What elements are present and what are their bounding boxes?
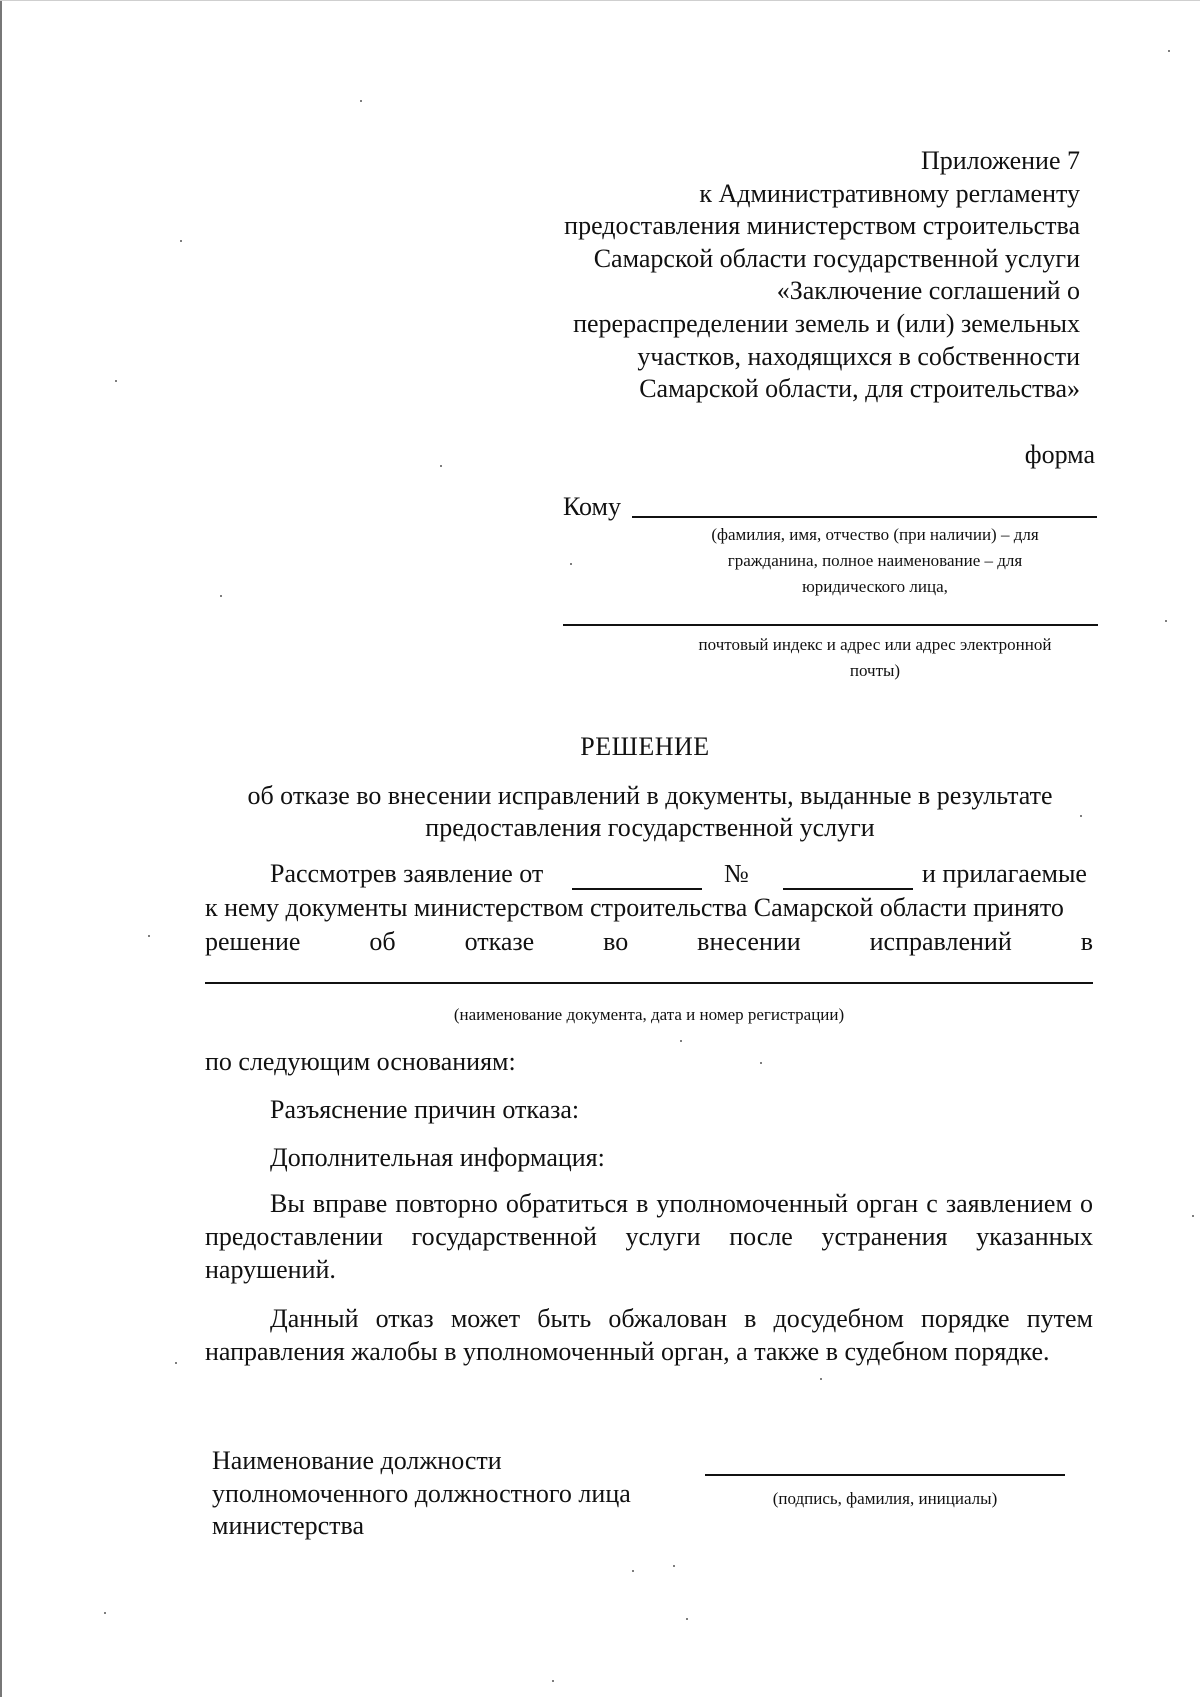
scan-speck — [440, 465, 442, 467]
annex-line: Приложение 7 — [920, 146, 1080, 175]
scan-edge-left — [0, 0, 2, 1697]
signature-line[interactable] — [705, 1474, 1065, 1476]
scan-speck — [220, 595, 222, 597]
scan-speck — [680, 1040, 682, 1042]
signature-caption: (подпись, фамилия, инициалы) — [772, 1489, 998, 1508]
form-label: форма — [1024, 440, 1095, 469]
document-title: РЕШЕНИЕ — [580, 732, 710, 761]
scan-speck — [1192, 1215, 1194, 1217]
scan-speck — [632, 1570, 634, 1572]
scan-speck — [104, 1612, 106, 1614]
scan-speck — [1168, 50, 1170, 52]
body-line-3 — [205, 927, 1093, 957]
addressee-caption: (фамилия, имя, отчество (при наличии) – для гражданина, полное наименование – для юридического лица, — [711, 525, 1039, 596]
official-position: Наименование должности уполномоченного должностного лица министерства — [212, 1446, 631, 1540]
grounds-text: по следующим основаниям: — [205, 1047, 516, 1076]
scan-speck — [148, 935, 150, 937]
word: отказе — [464, 927, 535, 956]
annex-line: к Административному регламенту — [699, 178, 1080, 208]
annex-line: перераспределении земель и (или) земельных — [573, 308, 1080, 338]
addressee-name-line[interactable] — [632, 516, 1097, 518]
application-number-blank[interactable] — [783, 888, 913, 890]
scan-speck — [686, 1618, 688, 1620]
scan-speck — [360, 100, 362, 102]
body-line-1-end: и прилагаемые — [922, 859, 1087, 888]
scan-speck — [175, 1362, 177, 1364]
reapply-paragraph: Вы вправе повторно обратиться в уполномоченный орган с заявлением о предоставлении государственной услуги после устранения указанных нарушений. — [205, 1189, 1093, 1284]
word: решение — [205, 927, 301, 956]
address-caption: почтовый индекс и адрес или адрес электронной почты) — [698, 635, 1052, 680]
annex-line: Самарской области, для строительства» — [639, 374, 1080, 404]
application-date-blank[interactable] — [572, 888, 702, 890]
annex-line: Самарской области государственной услуги — [593, 243, 1080, 273]
annex-header — [440, 145, 1080, 406]
word: в — [1080, 927, 1093, 956]
word: исправлений — [869, 927, 1012, 956]
scan-speck — [820, 1378, 822, 1380]
word: об — [369, 927, 396, 956]
document-name-caption: (наименование документа, дата и номер регистрации) — [453, 1005, 845, 1024]
document-name-line[interactable] — [205, 982, 1093, 984]
body-line-2: к нему документы министерством строительства Самарской области принято — [205, 893, 1064, 922]
document-subtitle: об отказе во внесении исправлений в документы, выданные в результате предоставления государственной услуги — [247, 781, 1053, 842]
scan-speck — [115, 380, 117, 382]
scan-speck — [570, 563, 572, 565]
number-sign: № — [724, 859, 749, 888]
scan-speck — [673, 1565, 675, 1567]
annex-line: «Заключение соглашений о — [776, 276, 1080, 306]
scan-speck — [552, 1680, 554, 1682]
annex-line: предоставления министерством строительства — [564, 211, 1080, 241]
body-line-1-start: Рассмотрев заявление от — [270, 859, 544, 888]
annex-line: участков, находящихся в собственности — [637, 341, 1080, 371]
word: внесении — [697, 927, 801, 956]
word: во — [603, 927, 629, 956]
additional-info-label: Дополнительная информация: — [270, 1143, 605, 1172]
scan-speck — [760, 1062, 762, 1064]
appeal-paragraph: Данный отказ может быть обжалован в досудебном порядке путем направления жалобы в уполномоченный орган, а также в судебном порядке. — [205, 1304, 1093, 1366]
refusal-reasons-label: Разъяснение причин отказа: — [270, 1095, 580, 1124]
addressee-address-line[interactable] — [563, 624, 1098, 626]
scan-speck — [180, 240, 182, 242]
addressee-label: Кому — [563, 492, 622, 521]
scan-speck — [1165, 620, 1167, 622]
scan-edge-top — [0, 0, 1200, 1]
